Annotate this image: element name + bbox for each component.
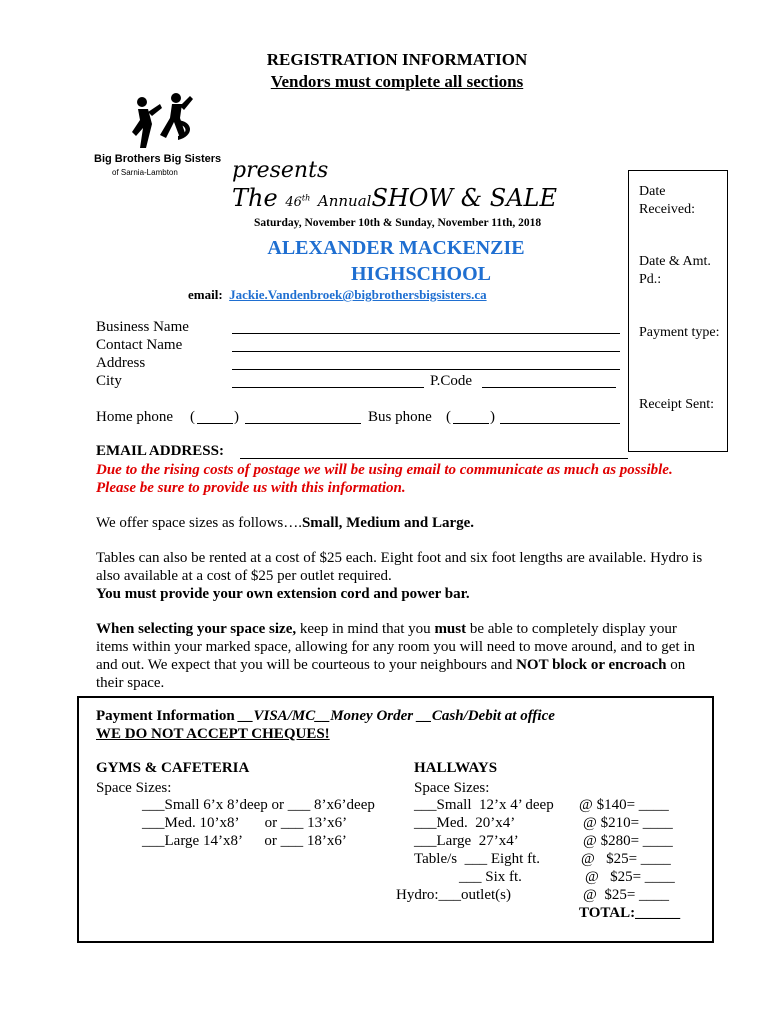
address-label: Address: [96, 355, 146, 371]
event-name: [232, 184, 557, 212]
presents-text: presents: [232, 158, 329, 183]
tables-paragraph: Tables can also be rented at a cost of $25 each. Eight foot and six foot lengths are available. Hydro is also available at a cost of $25 per outlet required.: [96, 550, 703, 584]
contact-email-link[interactable]: Jackie.Vandenbroek@bigbrothersbigsisters.ca: [229, 287, 487, 302]
gyms-row-large[interactable]: ___Large 14’x8’ or ___ 18’x6’: [142, 833, 347, 849]
email-label: email:: [188, 287, 223, 302]
date-received-label: Date Received:: [639, 184, 695, 217]
city-field[interactable]: [232, 387, 424, 388]
price-small[interactable]: @ $140= ____: [579, 797, 669, 813]
price-hydro[interactable]: @ $25= ____: [583, 887, 670, 903]
bbbs-logo: [94, 92, 224, 182]
bbbs-figures-icon: [94, 92, 224, 154]
logo-name: Big Brothers Big Sisters: [94, 153, 222, 165]
home-phone-area-paren-close: ): [234, 409, 239, 425]
receipt-sent-label: Receipt Sent:: [639, 397, 715, 412]
event-show: SHOW & SALE: [371, 184, 558, 212]
form-title: REGISTRATION INFORMATION: [266, 50, 528, 69]
space-selection-paragraph: When selecting your space size, keep in mind that you must be able to completely display your items within your marked space, allowing for any room you will need to move around, and to get in and out. We expect that you will be courteous to your neighbours and NOT block or encroach on their space.: [96, 621, 696, 691]
home-phone-label: Home phone: [96, 409, 174, 425]
venue-line1: ALEXANDER MACKENZIE: [267, 237, 525, 259]
gyms-title: GYMS & CAFETERIA: [96, 760, 250, 776]
price-table-eight[interactable]: @ $25= ____: [581, 851, 671, 867]
hallways-row-small[interactable]: ___Small 12’x 4’ deep: [414, 797, 554, 813]
price-large[interactable]: @ $280= ____: [583, 833, 673, 849]
extension-cord-note: You must provide your own extension cord and power bar.: [96, 586, 470, 602]
contact-name-field[interactable]: [232, 351, 620, 352]
hallways-row-large[interactable]: ___Large 27’x4’: [414, 833, 519, 849]
no-cheques-notice: WE DO NOT ACCEPT CHEQUES!: [96, 726, 330, 742]
home-phone-area-field[interactable]: [197, 423, 233, 424]
gyms-space-sizes-label: Space Sizes:: [96, 780, 172, 796]
home-phone-area-paren: (: [190, 409, 195, 425]
logo-location: of Sarnia-Lambton: [112, 168, 178, 177]
space-intro-text: We offer space sizes as follows….: [96, 515, 302, 531]
address-field[interactable]: [232, 369, 620, 370]
payment-options[interactable]: __VISA/MC__Money Order __Cash/Debit at office: [238, 708, 555, 724]
business-name-field[interactable]: [232, 333, 620, 334]
hallways-title: HALLWAYS: [414, 760, 498, 776]
payment-info-label: Payment Information: [96, 708, 239, 724]
price-table-six[interactable]: @ $25= ____: [585, 869, 675, 885]
event-dates: Saturday, November 10th & Sunday, November 11th, 2018: [254, 217, 542, 229]
contact-email-row: [188, 287, 487, 303]
hydro-outlets-row[interactable]: Hydro:___outlet(s): [396, 887, 511, 903]
gyms-row-small[interactable]: ___Small 6’x 8’deep or ___ 8’x6’deep: [142, 797, 375, 813]
email-address-field[interactable]: [240, 458, 628, 459]
bus-phone-area-paren-close: ): [490, 409, 495, 425]
venue-line2: HIGHSCHOOL: [350, 263, 492, 285]
hallways-space-sizes-label: Space Sizes:: [414, 780, 490, 796]
postal-code-label: P.Code: [430, 373, 473, 389]
payment-type-label: Payment type:: [639, 325, 720, 340]
tables-six-ft-row[interactable]: ___ Six ft.: [414, 869, 522, 885]
event-annual: Annual: [317, 192, 372, 210]
city-label: City: [96, 373, 122, 389]
bus-phone-field[interactable]: [500, 423, 620, 424]
email-notice: Due to the rising costs of postage we will be using email to communicate as much as possible. Please be sure to provide us with this information.: [96, 462, 673, 496]
email-address-label: EMAIL ADDRESS:: [96, 443, 224, 459]
contact-name-label: Contact Name: [96, 337, 183, 353]
event-ordinal: 46th: [285, 193, 311, 210]
bus-phone-label: Bus phone: [368, 409, 432, 425]
office-use-box: [628, 170, 728, 452]
hallways-row-medium[interactable]: ___Med. 20’x4’: [414, 815, 516, 831]
price-medium[interactable]: @ $210= ____: [583, 815, 673, 831]
bus-phone-area-field[interactable]: [453, 423, 489, 424]
gyms-row-medium[interactable]: ___Med. 10’x8’ or ___ 13’x6’: [142, 815, 348, 831]
postal-code-field[interactable]: [482, 387, 616, 388]
space-sizes-paragraph: [96, 514, 706, 532]
form-subtitle: Vendors must complete all sections: [270, 72, 524, 91]
tables-eight-ft-row[interactable]: Table/s ___ Eight ft.: [414, 851, 541, 867]
bus-phone-area-paren: (: [446, 409, 451, 425]
date-amount-label: Date & Amt. Pd.:: [639, 254, 711, 287]
business-name-label: Business Name: [96, 319, 189, 335]
total-field[interactable]: TOTAL:______: [579, 905, 681, 921]
payment-info-row: [96, 708, 555, 725]
space-sizes-text: Small, Medium and Large.: [301, 515, 475, 531]
home-phone-field[interactable]: [245, 423, 361, 424]
event-the: The: [232, 184, 278, 212]
